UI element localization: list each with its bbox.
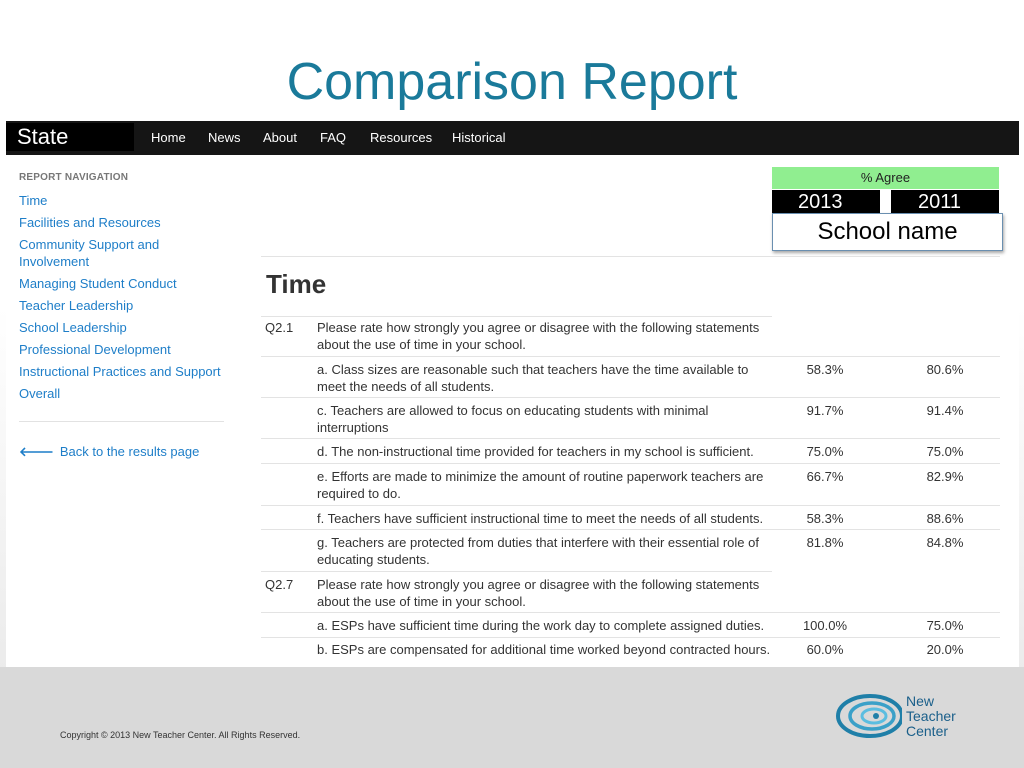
sidebar-item-school-leadership[interactable]: School Leadership [19, 320, 127, 335]
question-number: Q2.7 [265, 577, 294, 592]
nav-news[interactable]: News [208, 130, 241, 145]
logo-line-new: New [906, 693, 935, 709]
percent-agree-header: % Agree [772, 167, 999, 189]
sidebar-item-overall[interactable]: Overall [19, 386, 61, 401]
row-divider [261, 529, 1000, 530]
back-link-label: Back to the results page [59, 444, 200, 459]
section-divider [261, 256, 1000, 257]
row-divider [261, 612, 1000, 613]
row-divider [261, 356, 1000, 357]
section-title: Time [266, 269, 327, 299]
row-divider [261, 438, 1000, 439]
value-2013: 58.3% [806, 362, 844, 377]
question-text: f. Teachers have sufficient instructional time to meet the needs of all students. [317, 511, 764, 526]
row-divider [261, 316, 772, 317]
nav-resources[interactable]: Resources [370, 130, 433, 145]
logo-line-teacher: Teacher [906, 708, 956, 724]
sidebar-item-facilities[interactable]: Facilities and Resources [19, 215, 161, 230]
question-text: g. Teachers are protected from duties that interfere with their essential role of educating students. [317, 535, 759, 567]
logo-line-center: Center [906, 723, 949, 739]
value-2011: 82.9% [926, 469, 964, 484]
row-divider [261, 505, 1000, 506]
question-text: c. Teachers are allowed to focus on educating students with minimal interruptions [317, 403, 709, 435]
arrow-left-icon: 🡐 [19, 444, 54, 459]
sidebar-title: REPORT NAVIGATION [19, 172, 129, 183]
sidebar-item-professional-development[interactable]: Professional Development [19, 342, 171, 357]
sidebar-divider [19, 421, 224, 422]
logo-wordmark [906, 694, 1006, 739]
question-text: b. ESPs are compensated for additional time worked beyond contracted hours. [317, 642, 771, 657]
row-divider [261, 571, 772, 572]
report-screen [6, 121, 1019, 667]
year-separator [880, 190, 891, 214]
value-2011: 75.0% [926, 618, 964, 633]
nav-historical[interactable]: Historical [452, 130, 506, 145]
question-text: Please rate how strongly you agree or disagree with the following statements about the use of time in your school. [317, 320, 760, 352]
new-teacher-center-logo-icon [834, 692, 902, 740]
value-2011: 91.4% [926, 403, 964, 418]
value-2013: 91.7% [806, 403, 844, 418]
slide-title: Comparison Report [286, 53, 738, 111]
sidebar-item-community[interactable]: Community Support and Involvement [19, 237, 160, 269]
value-2013: 66.7% [806, 469, 844, 484]
value-2013: 58.3% [806, 511, 844, 526]
question-text: a. Class sizes are reasonable such that teachers have the time available to meet the needs of all students. [317, 362, 749, 394]
question-text: e. Efforts are made to minimize the amount of routine paperwork teachers are required to do. [317, 469, 764, 501]
question-number: Q2.1 [265, 320, 294, 335]
sidebar-item-conduct[interactable]: Managing Student Conduct [19, 276, 177, 291]
brand-state[interactable]: State [6, 123, 134, 151]
value-2011: 88.6% [926, 511, 964, 526]
row-divider [261, 463, 1000, 464]
question-text: a. ESPs have sufficient time during the work day to complete assigned duties. [317, 618, 765, 633]
sidebar-item-time[interactable]: Time [19, 193, 48, 208]
value-2011: 20.0% [926, 642, 964, 657]
value-2013: 100.0% [802, 618, 848, 633]
sidebar-item-instructional-practices[interactable]: Instructional Practices and Support [19, 364, 221, 379]
nav-home[interactable]: Home [151, 130, 186, 145]
question-text: d. The non-instructional time provided for teachers in my school is sufficient. [317, 444, 754, 459]
copyright-text: Copyright © 2013 New Teacher Center. All Rights Reserved. [60, 730, 301, 740]
question-text: Please rate how strongly you agree or disagree with the following statements about the use of time in your school. [317, 577, 760, 609]
nav-faq[interactable]: FAQ [320, 130, 347, 145]
row-divider [261, 397, 1000, 398]
value-2011: 75.0% [926, 444, 964, 459]
value-2013: 75.0% [806, 444, 844, 459]
year-2013: 2013 [798, 191, 843, 213]
year-header [772, 190, 999, 214]
year-2011: 2011 [918, 191, 962, 213]
value-2013: 60.0% [806, 642, 844, 657]
back-to-results-link[interactable] [19, 443, 234, 460]
sidebar-item-teacher-leadership[interactable]: Teacher Leadership [19, 298, 134, 313]
value-2011: 84.8% [926, 535, 964, 550]
value-2011: 80.6% [926, 362, 964, 377]
school-name-box: School name [772, 213, 1003, 251]
value-2013: 81.8% [806, 535, 844, 550]
top-navbar [6, 121, 1019, 155]
row-divider [261, 637, 1000, 638]
nav-about[interactable]: About [263, 130, 297, 145]
